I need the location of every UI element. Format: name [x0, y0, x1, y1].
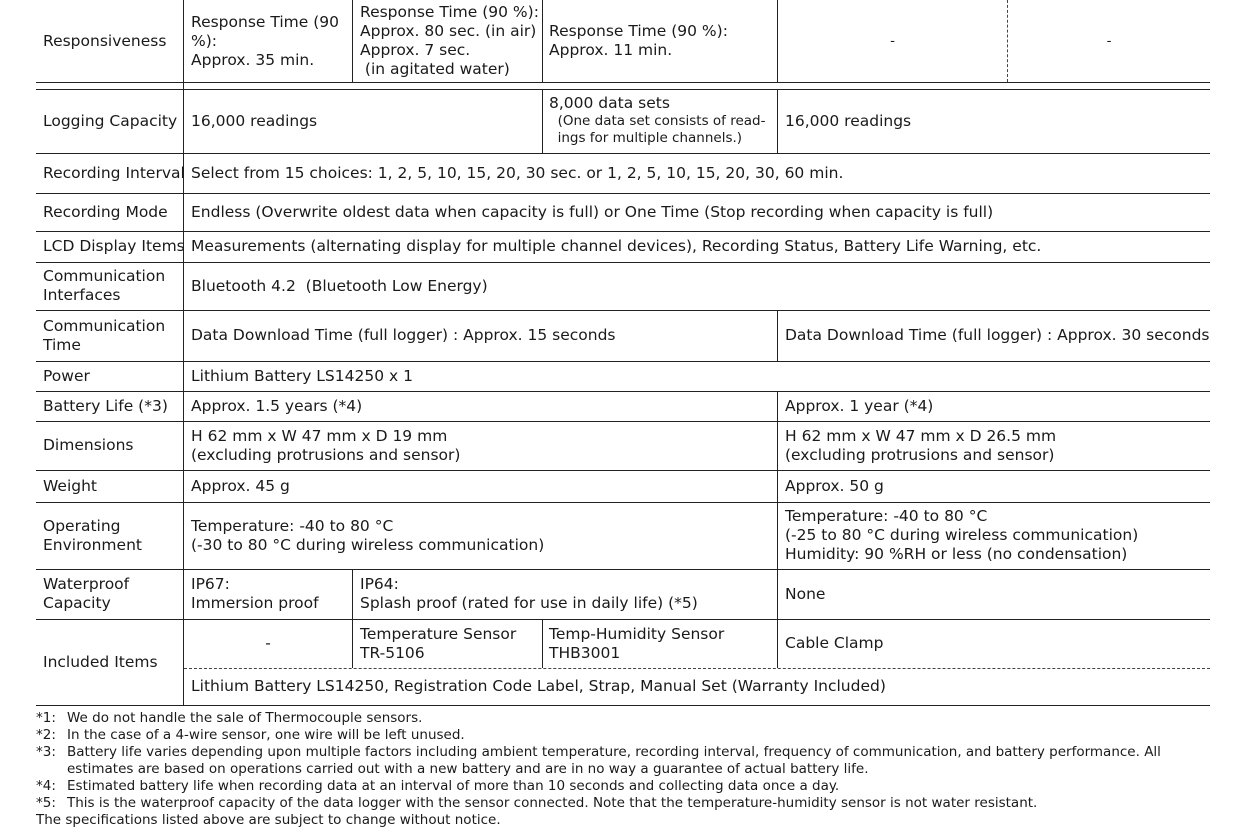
logging-capacity-value-b [549, 94, 777, 147]
footnote [36, 727, 1161, 744]
row-label-recording-interval: Recording Interval [43, 163, 185, 182]
footnote-text: We do not handle the sale of Thermocouple sensors. [67, 710, 423, 726]
communication-interfaces-value: Bluetooth 4.2 (Bluetooth Low Energy) [191, 276, 488, 295]
responsiveness-cell-4: - [890, 32, 895, 49]
row-label-battery-life: Battery Life (*3) [43, 396, 168, 415]
footnote-text: Estimated battery life when recording data at an interval of more than 10 seconds and collecting data once a day. [67, 778, 840, 794]
row-label-included-items: Included Items [43, 652, 158, 671]
footnote-key: *4: [36, 778, 56, 794]
logging-capacity-b-note: (One data set consists of read- ings for multiple channels.) [557, 113, 766, 146]
footnote-key: *5: [36, 795, 56, 811]
included-items-value-c: Temp-Humidity Sensor THB3001 [549, 624, 725, 662]
communication-time-value-b: Data Download Time (full logger) : Approx. 30 seconds [785, 326, 1210, 344]
row-label-operating-environment: Operating Environment [43, 516, 142, 554]
footnote-key: *2: [36, 727, 56, 743]
row-label-weight: Weight [43, 476, 98, 495]
row-label-responsiveness: Responsiveness [43, 31, 167, 50]
waterproof-capacity-value-b: IP64: Splash proof (rated for use in daily life) (*5) [360, 575, 698, 612]
footnote-text: Battery life varies depending upon multiple factors including ambient temperature, recording interval, frequency of communication, and battery performance. All estimates are based on operations carried out with a new battery and are in no way a guarantee of actual battery life. [67, 744, 1161, 777]
included-items-value-b: Temperature Sensor TR-5106 [360, 624, 517, 662]
footnote-key: *3: [36, 744, 56, 760]
responsiveness-cell-2: Response Time (90 %): Approx. 80 sec. (in air) Approx. 7 sec. (in agitated water) [360, 3, 539, 78]
waterproof-capacity-value-a: IP67: Immersion proof [191, 575, 319, 612]
logging-capacity-value-a: 16,000 readings [191, 111, 318, 130]
included-items-value-a: - [265, 634, 271, 652]
lcd-display-items-value: Measurements (alternating display for multiple channel devices), Recording Status, Battery Life Warning, etc. [191, 237, 1042, 255]
dimensions-value-b: H 62 mm x W 47 mm x D 26.5 mm (excluding protrusions and sensor) [785, 426, 1057, 464]
weight-value-b: Approx. 50 g [785, 476, 884, 495]
footnote [36, 744, 1161, 778]
responsiveness-cell-1: Response Time (90 %): Approx. 35 min. [191, 12, 339, 69]
included-items-common: Lithium Battery LS14250, Registration Code Label, Strap, Manual Set (Warranty Included) [191, 677, 886, 695]
footnote [36, 710, 1161, 727]
power-value: Lithium Battery LS14250 x 1 [191, 366, 413, 385]
operating-environment-value-b: Temperature: -40 to 80 °C (-25 to 80 °C during wireless communication) Humidity: 90 %RH or less (no condensation) [785, 507, 1139, 563]
recording-interval-value: Select from 15 choices: 1, 2, 5, 10, 15, 20, 30 sec. or 1, 2, 5, 10, 15, 20, 30, 60 min. [191, 163, 844, 182]
row-label-logging-capacity: Logging Capacity [43, 111, 178, 130]
battery-life-value-b: Approx. 1 year (*4) [785, 396, 934, 415]
disclaimer: The specifications listed above are subject to change without notice. [36, 812, 501, 828]
communication-time-value-a: Data Download Time (full logger) : Approx. 15 seconds [191, 326, 616, 344]
footnotes [36, 710, 1161, 829]
footnote-text: In the case of a 4-wire sensor, one wire will be left unused. [67, 727, 465, 743]
row-label-dimensions: Dimensions [43, 436, 134, 454]
responsiveness-cell-3: Response Time (90 %): Approx. 11 min. [549, 22, 728, 59]
recording-mode-value: Endless (Overwrite oldest data when capacity is full) or One Time (Stop recording when capacity is full) [191, 202, 994, 221]
dimensions-value-a: H 62 mm x W 47 mm x D 19 mm (excluding protrusions and sensor) [191, 426, 461, 464]
row-label-waterproof-capacity: Waterproof Capacity [43, 575, 130, 612]
waterproof-capacity-value-c: None [785, 584, 826, 603]
logging-capacity-value-c: 16,000 readings [785, 111, 912, 130]
row-label-power: Power [43, 366, 90, 385]
footnote-text: This is the waterproof capacity of the data logger with the sensor connected. Note that the temperature-humidity sensor is not water resistant. [67, 795, 1038, 811]
footnote [36, 778, 1161, 795]
row-label-lcd-display-items: LCD Display Items [43, 237, 185, 255]
logging-capacity-b-main: 8,000 data sets [549, 94, 670, 112]
row-label-communication-interfaces: Communication Interfaces [43, 267, 166, 304]
operating-environment-value-a: Temperature: -40 to 80 °C (-30 to 80 °C during wireless communication) [191, 516, 545, 554]
row-label-recording-mode: Recording Mode [43, 202, 168, 221]
footnote-key: *1: [36, 710, 56, 726]
included-items-value-d: Cable Clamp [785, 634, 884, 652]
responsiveness-cell-5: - [1106, 32, 1112, 49]
battery-life-value-a: Approx. 1.5 years (*4) [191, 396, 363, 415]
footnote [36, 795, 1161, 812]
weight-value-a: Approx. 45 g [191, 476, 290, 495]
row-label-communication-time: Communication Time [43, 316, 166, 354]
